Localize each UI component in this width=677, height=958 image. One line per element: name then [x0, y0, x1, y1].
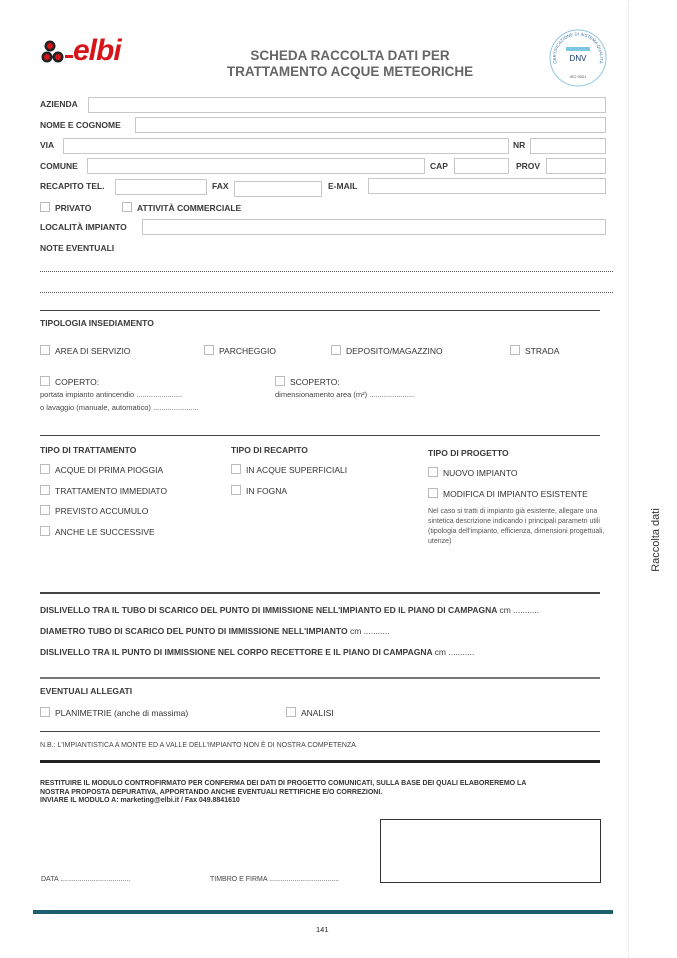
coperto-lavaggio: o lavaggio (manuale, automatico) ......................	[40, 403, 199, 412]
trattamento-option[interactable]	[40, 485, 167, 496]
comune-label: COMUNE	[40, 161, 78, 171]
nr-input[interactable]	[530, 138, 606, 154]
instruction-line: RESTITUIRE IL MODULO CONTROFIRMATO PER CONFERMA DEI DATI DI PROGETTO COMUNICATI, SULLA BASE DEI QUALI ELABOREREMO LA	[40, 780, 527, 787]
trattamento-option[interactable]	[40, 526, 155, 537]
divider	[40, 677, 600, 679]
option-label: TRATTAMENTO IMMEDIATO	[55, 486, 168, 496]
via-label: VIA	[40, 140, 55, 150]
via-input[interactable]	[63, 138, 509, 154]
option-label: ANALISI	[301, 708, 334, 718]
misura-label: DISLIVELLO TRA IL PUNTO DI IMMISSIONE NEL CORPO RECETTORE E IL PIANO DI CAMPAGNA	[40, 647, 433, 657]
option-label: STRADA	[525, 346, 560, 356]
return-instructions	[40, 780, 526, 806]
page-title	[210, 48, 490, 80]
coperto-checkbox[interactable]	[40, 376, 99, 387]
brand-name: elbi	[73, 34, 121, 67]
progetto-title: TIPO DI PROGETTO	[428, 448, 509, 458]
dnv-logo: DNV	[569, 54, 587, 63]
recapito-option[interactable]	[231, 464, 347, 475]
cert-text: CERTIFICAZIONE DI SISTEMA QUALITÀ	[551, 31, 605, 65]
option-label: DEPOSITO/MAGAZZINO	[346, 346, 443, 356]
option-area-servizio[interactable]	[40, 345, 130, 356]
divider	[40, 592, 600, 594]
option-strada[interactable]	[510, 345, 559, 356]
privato-checkbox[interactable]	[40, 202, 91, 213]
localita-label: LOCALITÀ IMPIANTO	[40, 222, 127, 232]
commerciale-checkbox[interactable]	[122, 202, 241, 213]
email-input[interactable]	[368, 178, 606, 194]
privato-label: PRIVATO	[55, 203, 92, 213]
misura-value[interactable]: cm ...........	[349, 626, 390, 636]
progetto-option[interactable]	[428, 488, 588, 499]
divider	[40, 760, 600, 763]
misura-row	[40, 605, 539, 615]
cap-label: CAP	[430, 161, 448, 171]
misura-value[interactable]: cm ...........	[434, 647, 475, 657]
azienda-label: AZIENDA	[40, 99, 78, 109]
prov-input[interactable]	[546, 158, 606, 174]
signature-field[interactable]: TIMBRO E FIRMA ....................................	[210, 876, 340, 883]
allegato-analisi[interactable]	[286, 707, 334, 718]
allegato-planimetrie[interactable]	[40, 707, 188, 718]
scoperto-checkbox[interactable]	[275, 376, 340, 387]
option-parcheggio[interactable]	[204, 345, 276, 356]
nr-label: NR	[513, 140, 526, 150]
divider	[40, 731, 600, 732]
option-deposito[interactable]	[331, 345, 443, 356]
coperto-label: COPERTO:	[55, 377, 100, 387]
option-label: MODIFICA DI IMPIANTO ESISTENTE	[443, 489, 588, 499]
note-label: NOTE EVENTUALI	[40, 243, 115, 253]
commerciale-label: ATTIVITÀ COMMERCIALE	[137, 203, 242, 213]
title-line-2: TRATTAMENTO ACQUE METEORICHE	[226, 64, 474, 79]
margin-guide	[628, 0, 629, 958]
azienda-input[interactable]	[88, 97, 606, 113]
trattamento-option[interactable]	[40, 505, 148, 516]
fax-label: FAX	[212, 181, 229, 191]
scoperto-area: dimensionamento area (m²) ......................	[275, 390, 416, 399]
trattamento-title: TIPO DI TRATTAMENTO	[40, 445, 137, 455]
misura-label: DIAMETRO TUBO DI SCARICO DEL PUNTO DI IMMISSIONE NELL'IMPIANTO	[40, 626, 348, 636]
progetto-note: Nel caso si tratti di impianto già esistente, allegare una sintetica descrizione indicando i principali parametri utili (tipologia dell'impianto, efficienza, dimensioni progettuali, utenze)	[428, 508, 605, 545]
option-label: PARCHEGGIO	[219, 346, 276, 356]
fax-input[interactable]	[234, 181, 322, 197]
localita-input[interactable]	[142, 219, 606, 235]
misura-label: DISLIVELLO TRA IL TUBO DI SCARICO DEL PUNTO DI IMMISSIONE NELL'IMPIANTO ED IL PIANO DI CAMPAGNA	[40, 605, 498, 615]
misura-row	[40, 626, 390, 636]
option-label: ACQUE DI PRIMA PIOGGIA	[55, 465, 164, 475]
instruction-line: NOSTRA PROPOSTA DEPURATIVA, APPORTANDO ANCHE EVENTUALI RETTIFICHE E/O CORREZIONI.	[40, 788, 383, 796]
progetto-option[interactable]	[428, 467, 517, 478]
misura-value[interactable]: cm ...........	[499, 605, 540, 615]
note-line-1[interactable]	[40, 271, 613, 272]
misura-row	[40, 647, 474, 657]
prov-label: PROV	[516, 161, 541, 171]
recapito-title: TIPO DI RECAPITO	[231, 445, 308, 455]
tel-input[interactable]	[115, 179, 207, 195]
footer-bar	[33, 910, 613, 914]
nb-note: N.B.: L'IMPIANTISTICA A MONTE ED A VALLE DELL'IMPIANTO NON È DI NOSTRA COMPETENZA	[40, 742, 356, 749]
option-label: NUOVO IMPIANTO	[443, 468, 518, 478]
option-label: ANCHE LE SUCCESSIVE	[55, 527, 155, 537]
tipologia-title: TIPOLOGIA INSEDIAMENTO	[40, 318, 154, 328]
iso-label: ISO 9001	[569, 74, 587, 79]
divider	[40, 435, 600, 436]
nome-label: NOME E COGNOME	[40, 120, 121, 130]
recapito-option[interactable]	[231, 485, 287, 496]
scoperto-label: SCOPERTO:	[290, 377, 340, 387]
send-to-line: INVIARE IL MODULO A: marketing@elbi.it / Fax 049.8841610	[40, 797, 240, 804]
elbi-logo	[40, 36, 144, 75]
option-label: AREA DI SERVIZIO	[55, 346, 131, 356]
dnv-cert-seal	[548, 28, 608, 88]
page-number: 141	[316, 925, 329, 934]
stamp-box[interactable]	[380, 819, 601, 883]
nome-input[interactable]	[135, 117, 606, 133]
side-tab-label: Raccolta dati	[650, 508, 662, 572]
trattamento-option[interactable]	[40, 464, 163, 475]
option-label: IN ACQUE SUPERFICIALI	[246, 465, 348, 475]
option-label: PLANIMETRIE (anche di massima)	[55, 708, 189, 718]
coperto-portata: portata impianto antincendio ......................	[40, 390, 183, 399]
title-line-1: SCHEDA RACCOLTA DATI PER	[250, 48, 450, 63]
comune-input[interactable]	[87, 158, 425, 174]
tel-label: RECAPITO TEL.	[40, 181, 105, 191]
note-line-2[interactable]	[40, 292, 613, 293]
divider	[40, 310, 600, 311]
option-label: IN FOGNA	[246, 486, 288, 496]
email-label: E-MAIL	[328, 181, 358, 191]
cap-input[interactable]	[454, 158, 509, 174]
allegati-title: EVENTUALI ALLEGATI	[40, 686, 133, 696]
date-field[interactable]: DATA ....................................	[41, 876, 131, 883]
option-label: PREVISTO ACCUMULO	[55, 506, 149, 516]
